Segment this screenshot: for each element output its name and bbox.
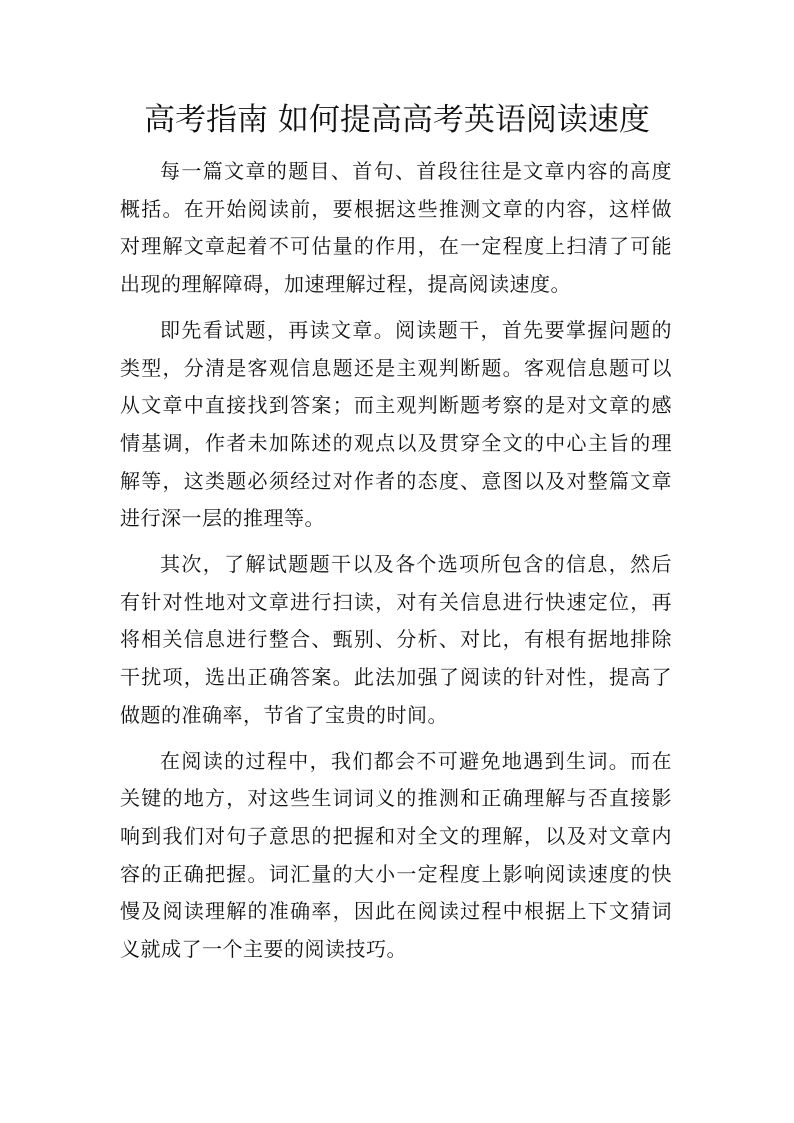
- paragraph-3: 其次，了解试题题干以及各个选项所包含的信息，然后有针对性地对文章进行扫读，对有关信息进行快速定位，再将相关信息进行整合、甄别、分析、对比，有根有据地排除干扰项，选出正确答案。此法加强了阅读的针对性，提高了做题的准确率，节省了宝贵的时间。: [120, 552, 672, 727]
- paragraph-1: 每一篇文章的题目、首句、首段往往是文章内容的高度概括。在开始阅读前，要根据这些推测文章的内容，这样做对理解文章起着不可估量的作用，在一定程度上扫清了可能出现的理解障碍，加速理解过程，提高阅读速度。: [120, 159, 672, 297]
- paragraph-4: 在阅读的过程中，我们都会不可避免地遇到生词。而在关键的地方，对这些生词词义的推测和正确理解与否直接影响到我们对句子意思的把握和对全文的理解，以及对文章内容的正确把握。词汇量的大小一定程度上影响阅读速度的快慢及阅读理解的准确率，因此在阅读过程中根据上下文猜词义就成了一个主要的阅读技巧。: [120, 748, 672, 962]
- article-body: [120, 153, 672, 977]
- document-title: 高考指南 如何提高高考英语阅读速度: [144, 102, 650, 138]
- paragraph-2: 即先看试题，再读文章。阅读题干，首先要掌握问题的类型，分清是客观信息题还是主观判断题。客观信息题可以从文章中直接找到答案；而主观判断题考察的是对文章的感情基调，作者未加陈述的观点以及贯穿全文的中心主旨的理解等，这类题必须经过对作者的态度、意图以及对整篇文章进行深一层的推理等。: [120, 317, 672, 531]
